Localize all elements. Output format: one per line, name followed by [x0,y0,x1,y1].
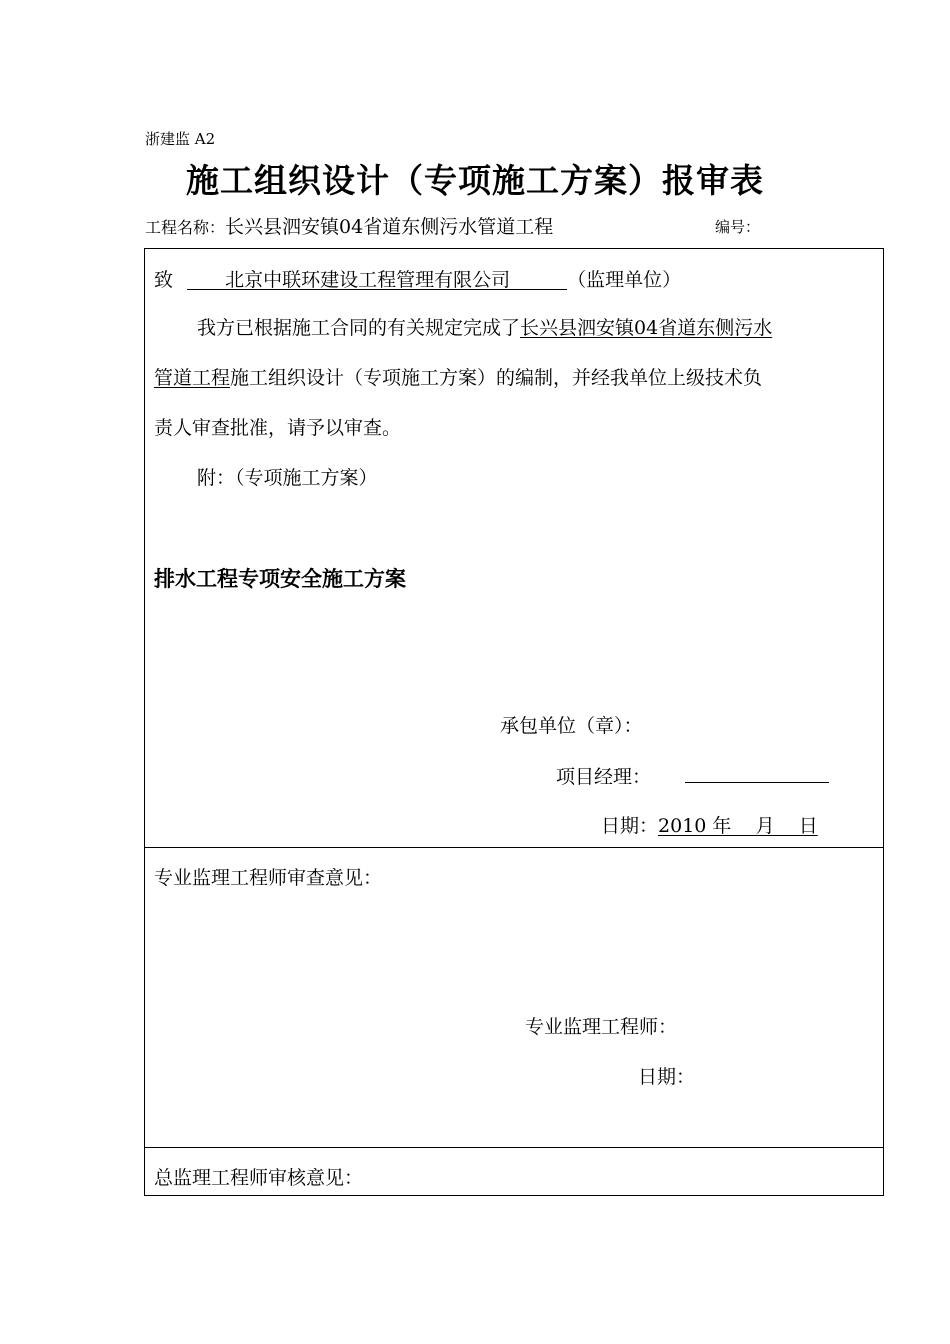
manager-label: 项目经理： [556,766,652,788]
plan-title: 排水工程专项安全施工方案 [154,567,406,591]
body-line-3: 责人审查批准，请予以审查。 [154,417,402,439]
to-label: 致 [154,269,174,291]
section-divider [145,1147,883,1148]
engineer-label: 专业监理工程师： [525,1016,678,1038]
date-label: 日期： [601,815,659,837]
chief-review-heading: 总监理工程师审核意见： [154,1167,364,1189]
supervisor-unit: 北京中联环建设工程管理有限公司 [225,269,511,291]
project-name-ref: 长兴县泗安镇04省道东侧污水 [520,317,773,339]
serial-label: 编号： [715,218,761,236]
form-code: 浙建监 A2 [145,130,216,148]
project-name: 长兴县泗安镇04省道东侧污水管道工程 [225,216,554,238]
page-title: 施工组织设计（专项施工方案）报审表 [186,161,764,200]
supervisor-suffix: （监理单位） [567,269,682,291]
review-form-table [144,248,884,1196]
project-label: 工程名称： [145,218,226,237]
body-text: 施工组织设计（专项施工方案）的编制，并经我单位上级技术负 [230,367,763,389]
section-divider [145,847,883,848]
body-text: 我方已根据施工合同的有关规定完成了 [197,317,521,339]
date-line [601,811,818,838]
attachment-line: 附：（专项施工方案） [197,467,378,489]
body-line-2 [154,363,762,390]
body-line-1 [197,313,772,340]
project-line [145,212,553,239]
date-value: 2010 年 月 日 [658,815,818,837]
manager-line [556,762,829,789]
project-name-ref: 管道工程 [154,367,231,389]
engineer-date-label: 日期： [638,1066,696,1088]
engineer-review-heading: 专业监理工程师审查意见： [154,867,383,889]
contractor-label: 承包单位（章）： [500,715,643,737]
manager-signature-line [685,781,829,783]
addressee-line [154,265,681,292]
